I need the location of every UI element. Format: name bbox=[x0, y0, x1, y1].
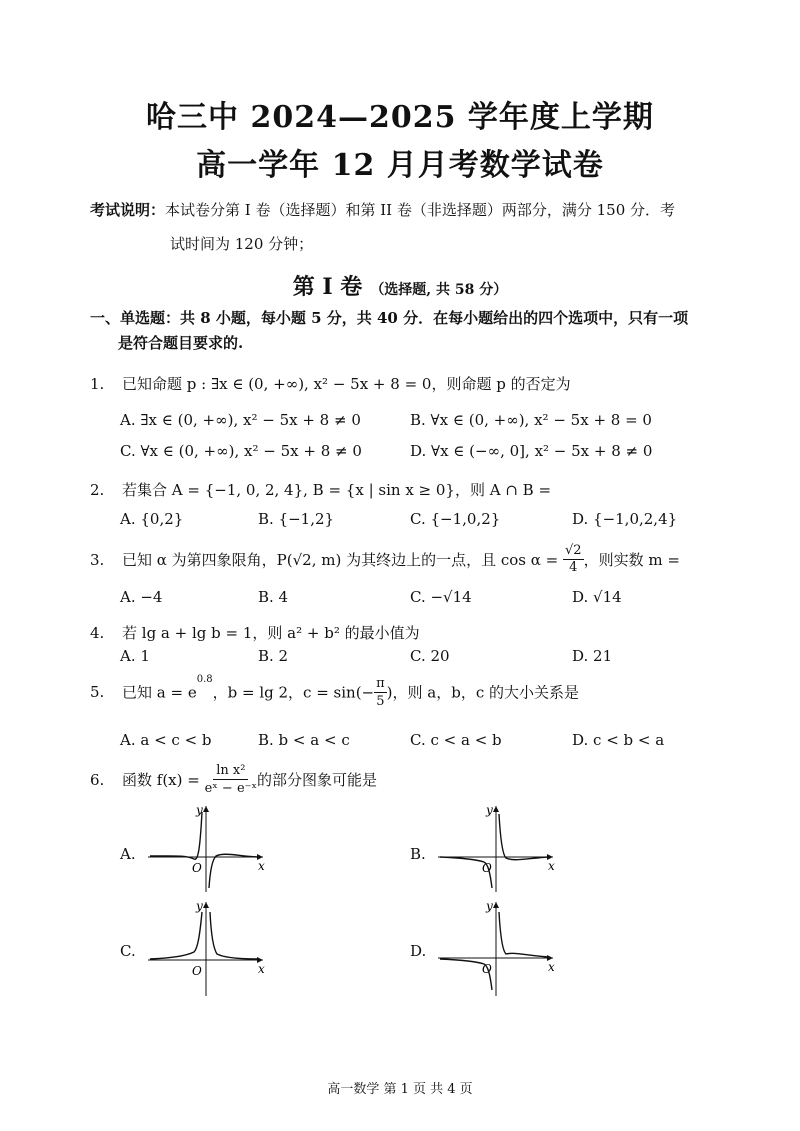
question-text-end: 的部分图象可能是 bbox=[257, 771, 378, 789]
question-5-stem bbox=[90, 674, 579, 720]
fraction-denominator: 4 bbox=[569, 560, 578, 575]
function-fraction bbox=[205, 762, 257, 797]
question-text-mid: ，b = lg 2，c = sin(− bbox=[212, 683, 375, 702]
graph-option-b[interactable] bbox=[438, 802, 558, 892]
part-one-line2: 是符合题目要求的. bbox=[118, 334, 244, 352]
question-2-option-a[interactable]: A. {0,2} bbox=[120, 510, 184, 528]
question-3-option-a[interactable]: A. −4 bbox=[120, 588, 163, 606]
question-3-option-b[interactable]: B. 4 bbox=[258, 588, 289, 606]
fraction-numerator: π bbox=[376, 675, 385, 691]
y-axis-arrow bbox=[203, 806, 209, 812]
question-5-option-b[interactable]: B. b < a < c bbox=[258, 731, 350, 749]
fraction-numerator: ln x² bbox=[213, 762, 248, 780]
question-text-end: ，则实数 m = bbox=[583, 551, 680, 569]
fraction-denominator: 5 bbox=[376, 693, 385, 709]
curve-left bbox=[150, 812, 202, 859]
y-axis-arrow bbox=[493, 806, 499, 812]
x-axis-label: x bbox=[258, 859, 265, 873]
origin-label: O bbox=[192, 964, 202, 978]
y-axis-label: y bbox=[196, 899, 203, 913]
y-axis-label: y bbox=[486, 899, 493, 913]
question-4-option-d[interactable]: D. 21 bbox=[572, 647, 613, 665]
question-text: 函数 f(x) = bbox=[122, 771, 205, 789]
exam-instructions-label: 考试说明： bbox=[90, 201, 166, 219]
exam-title-line1: 哈三中 2024—2025 学年度上学期 bbox=[146, 100, 654, 135]
question-number: 2. bbox=[90, 481, 105, 499]
question-text-end: )，则 a，b，c 的大小关系是 bbox=[386, 683, 579, 702]
y-axis-arrow bbox=[493, 902, 499, 908]
exponent: 0.8 bbox=[196, 674, 213, 685]
question-1-option-c[interactable]: C. ∀x ∈ (0, +∞), x² − 5x + 8 ≠ 0 bbox=[120, 442, 362, 460]
exam-instructions-line1: 本试卷分第 I 卷（选择题）和第 II 卷（非选择题）两部分，满分 150 分．考 bbox=[165, 201, 676, 219]
question-4-option-c[interactable]: C. 20 bbox=[410, 647, 450, 665]
cos-fraction bbox=[563, 543, 584, 576]
question-2-option-d[interactable]: D. {−1,0,2,4} bbox=[572, 510, 678, 528]
question-5-option-c[interactable]: C. c < a < b bbox=[410, 731, 502, 749]
curve-right bbox=[209, 854, 258, 888]
question-number: 3. bbox=[90, 550, 105, 569]
graph-option-a[interactable] bbox=[148, 802, 268, 892]
x-axis-label: x bbox=[548, 859, 555, 873]
question-text: 若集合 A = {−1, 0, 2, 4}, B = {x | sin x ≥ 0}，则 A ∩ B = bbox=[122, 481, 552, 499]
question-1-option-b[interactable]: B. ∀x ∈ (0, +∞), x² − 5x + 8 = 0 bbox=[410, 411, 652, 429]
question-5-option-d[interactable]: D. c < b < a bbox=[572, 731, 665, 749]
y-axis-label: y bbox=[196, 803, 203, 817]
question-6-option-b-label[interactable]: B. bbox=[410, 845, 426, 863]
question-text: 已知 a = e bbox=[122, 683, 197, 702]
curve-right bbox=[499, 814, 548, 860]
fraction-numerator: √2 bbox=[565, 543, 582, 558]
curve-right bbox=[499, 912, 548, 957]
origin-label: O bbox=[482, 861, 492, 875]
pi-fraction bbox=[374, 675, 387, 710]
fraction-denominator: eˣ − e⁻ˣ bbox=[204, 781, 258, 796]
question-number: 1. bbox=[90, 375, 105, 393]
question-text: 已知命题 p : ∃x ∈ (0, +∞), x² − 5x + 8 = 0，则命题 p 的否定为 bbox=[122, 375, 571, 393]
graph-option-d[interactable] bbox=[438, 898, 558, 998]
question-6-option-a-label[interactable]: A. bbox=[120, 845, 136, 863]
curve-left bbox=[150, 912, 202, 959]
question-2-stem bbox=[90, 479, 551, 500]
question-1-option-d[interactable]: D. ∀x ∈ (−∞, 0], x² − 5x + 8 ≠ 0 bbox=[410, 442, 653, 460]
y-axis-label: y bbox=[486, 803, 493, 817]
question-4-option-a[interactable]: A. 1 bbox=[120, 647, 150, 665]
question-6-stem bbox=[90, 762, 377, 806]
question-1-stem bbox=[90, 373, 571, 394]
question-3-option-d[interactable]: D. √14 bbox=[572, 588, 622, 606]
question-number: 6. bbox=[90, 770, 105, 789]
question-3-stem bbox=[90, 543, 680, 587]
question-5-option-a[interactable]: A. a < c < b bbox=[120, 731, 212, 749]
exam-instructions-line2: 试时间为 120 分钟； bbox=[170, 235, 314, 253]
x-axis-label: x bbox=[548, 960, 555, 974]
y-axis-arrow bbox=[203, 902, 209, 908]
question-number: 5. bbox=[90, 683, 105, 701]
question-6-option-d-label[interactable]: D. bbox=[410, 942, 427, 960]
page-footer: 高一数学 第 1 页 共 4 页 bbox=[327, 1082, 473, 1097]
question-2-option-c[interactable]: C. {−1,0,2} bbox=[410, 510, 501, 528]
part-one-line1: 一、单选题：共 8 小题，每小题 5 分，共 40 分．在每小题给出的四个选项中，只有一项 bbox=[90, 309, 689, 327]
x-axis-label: x bbox=[258, 962, 265, 976]
exam-title-line2: 高一学年 12 月月考数学试卷 bbox=[196, 148, 604, 183]
question-4-option-b[interactable]: B. 2 bbox=[258, 647, 289, 665]
question-text: 若 lg a + lg b = 1，则 a² + b² 的最小值为 bbox=[122, 624, 420, 642]
section-heading bbox=[0, 270, 800, 301]
question-number: 4. bbox=[90, 624, 105, 642]
question-6-option-c-label[interactable]: C. bbox=[120, 942, 136, 960]
curve-right bbox=[210, 912, 258, 959]
section-subtitle: （选择题, 共 58 分） bbox=[370, 282, 508, 298]
origin-label: O bbox=[482, 962, 492, 976]
section-title: 第 I 卷 bbox=[292, 274, 363, 300]
question-3-option-c[interactable]: C. −√14 bbox=[410, 588, 472, 606]
origin-label: O bbox=[192, 861, 202, 875]
question-2-option-b[interactable]: B. {−1,2} bbox=[258, 510, 335, 528]
part-one-instructions bbox=[90, 306, 730, 356]
question-4-stem bbox=[90, 622, 420, 643]
question-text: 已知 α 为第四象限角，P(√2, m) 为其终边上的一点，且 cos α = bbox=[122, 551, 563, 569]
exam-instructions bbox=[90, 193, 730, 261]
graph-option-c[interactable] bbox=[148, 898, 268, 998]
question-1-option-a[interactable]: A. ∃x ∈ (0, +∞), x² − 5x + 8 ≠ 0 bbox=[120, 411, 361, 429]
